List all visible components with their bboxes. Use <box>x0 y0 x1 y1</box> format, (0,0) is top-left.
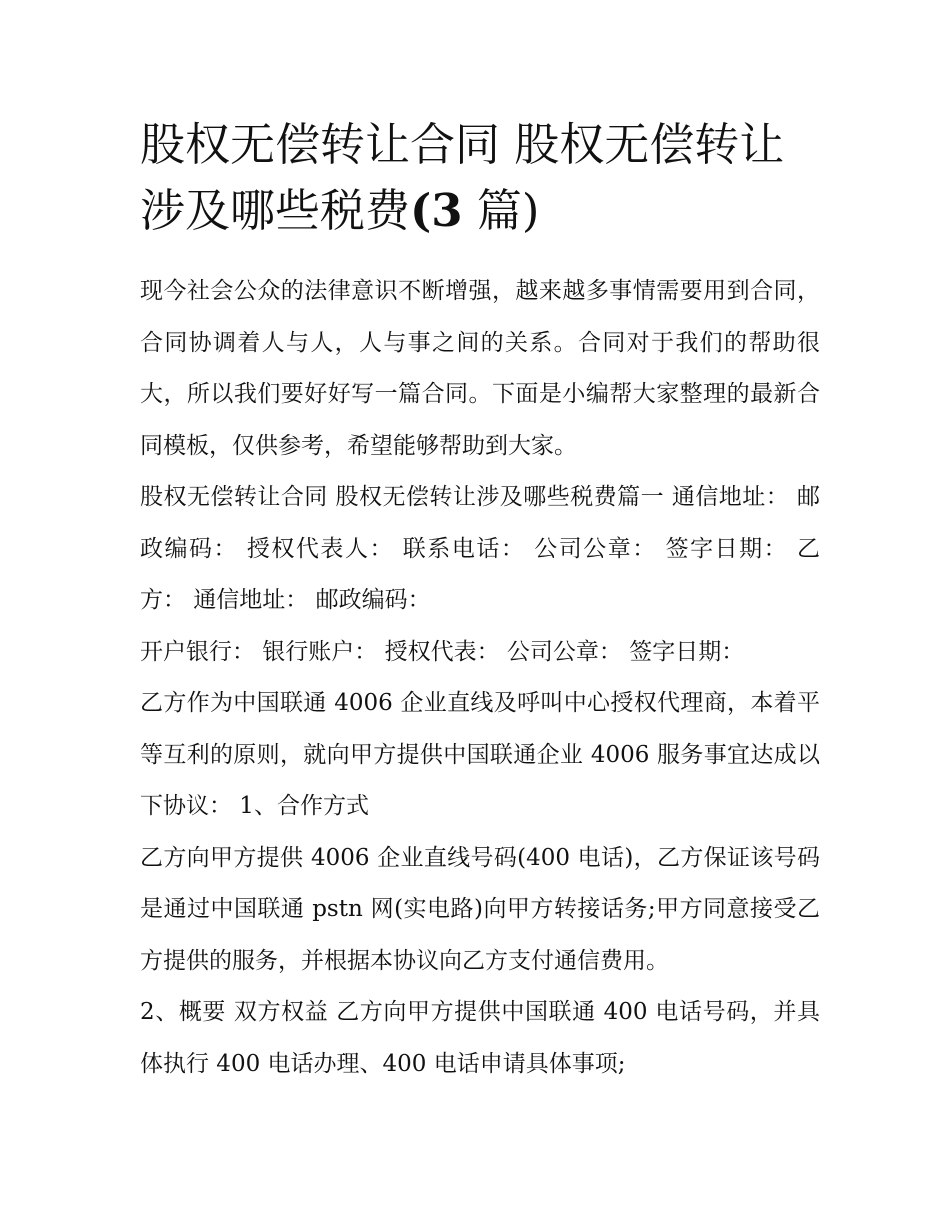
title-count: (3 <box>410 184 463 237</box>
document-body <box>140 266 820 1090</box>
paragraph-bank-info: 开户银行： 银行账户： 授权代表： 公司公章： 签字日期： <box>140 638 745 665</box>
document-page <box>140 112 820 1090</box>
document-title <box>140 112 820 244</box>
paragraph-agreement: 乙方作为中国联通 4006 企业直线及呼叫中心授权代理商，本着平等互利的原则，就向甲方提供中国联通企业 4006 服务事宜达成以下协议： 1、合作方式 <box>140 690 820 819</box>
title-suffix: 篇) <box>462 184 540 237</box>
title-text: 股权无偿转让合同 股权无偿转让涉及哪些税费 <box>140 118 785 237</box>
paragraph-contact-info: 股权无偿转让合同 股权无偿转让涉及哪些税费篇一 通信地址： 邮政编码： 授权代表人： 联系电话： 公司公章： 签字日期： 乙方： 通信地址： 邮政编码： <box>140 484 820 613</box>
paragraph-rights: 2、概要 双方权益 乙方向甲方提供中国联通 400 电话号码，并具体执行 400 电话办理、400 电话申请具体事项; <box>140 999 820 1077</box>
paragraph-intro: 现今社会公众的法律意识不断增强，越来越多事情需要用到合同，合同协调着人与人，人与事之间的关系。合同对于我们的帮助很大，所以我们要好好写一篇合同。下面是小编帮大家整理的最新合同模板，仅供参考，希望能够帮助到大家。 <box>140 278 820 459</box>
paragraph-service: 乙方向甲方提供 4006 企业直线号码(400 电话)，乙方保证该号码是通过中国联通 pstn 网(实电路)向甲方转接话务;甲方同意接受乙方提供的服务，并根据本协议向乙方支付通信费用。 <box>140 844 820 974</box>
